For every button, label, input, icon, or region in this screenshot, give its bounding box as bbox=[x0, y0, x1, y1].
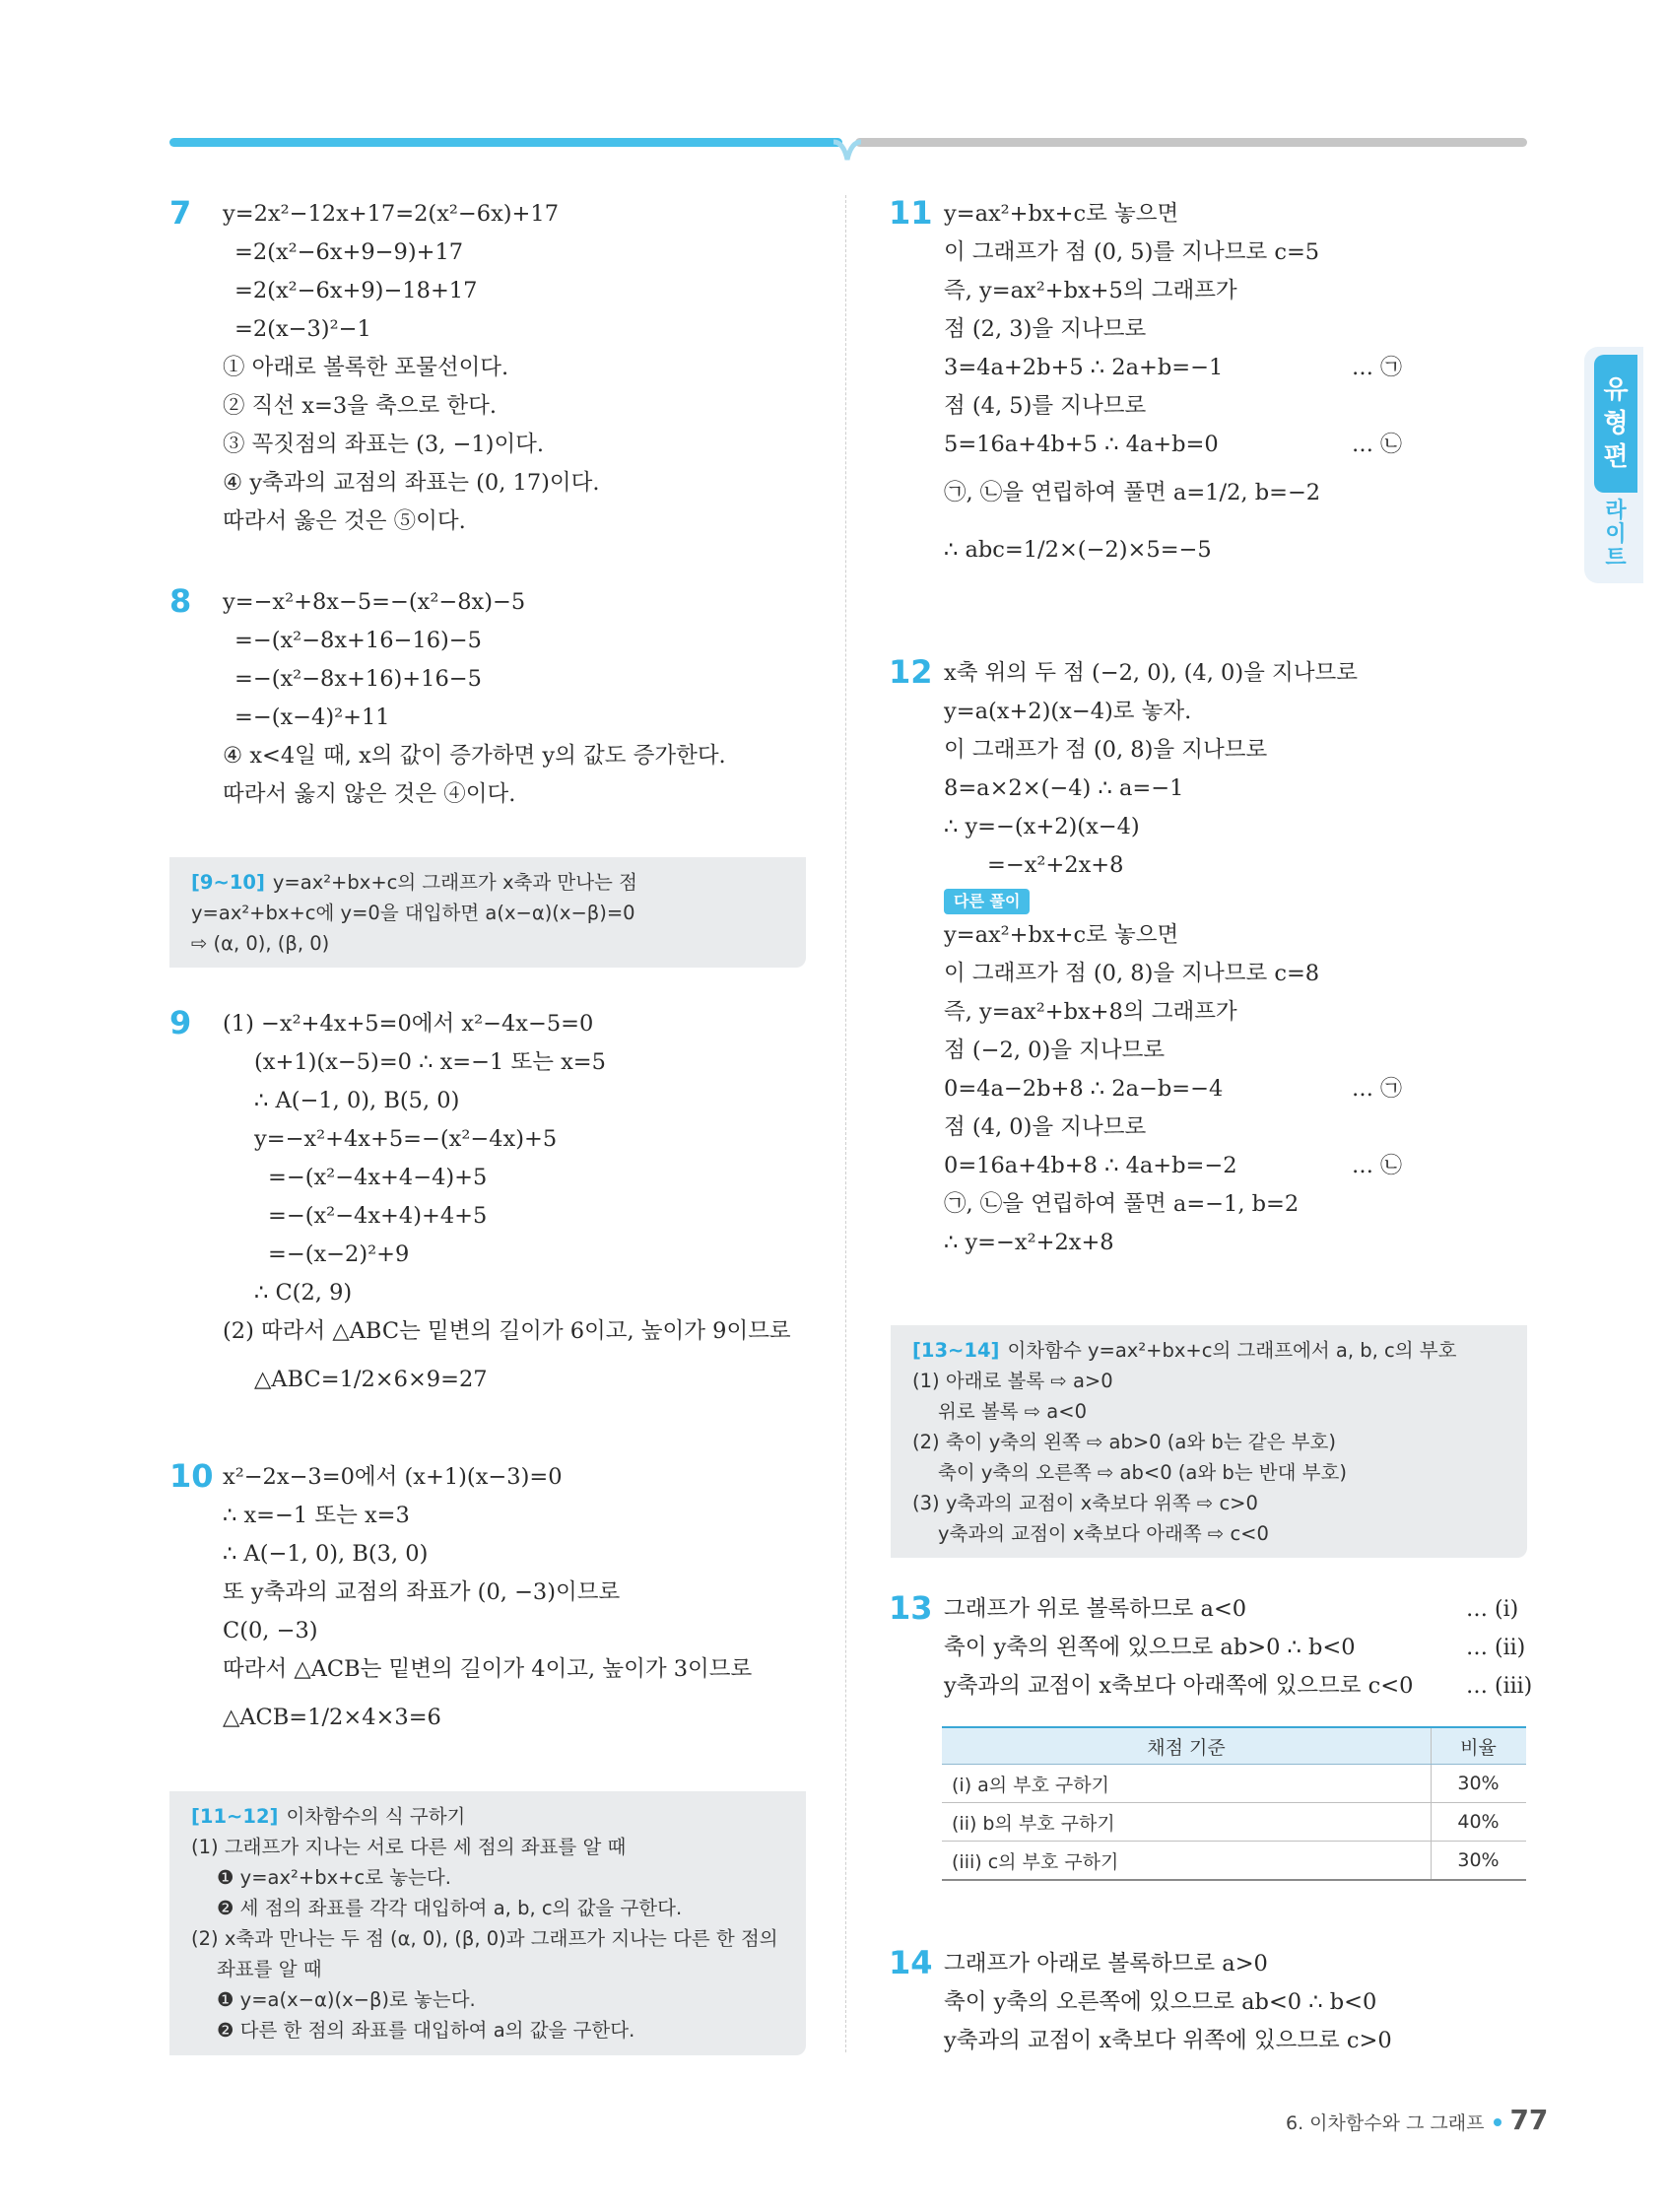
tip-title: y=ax²+bx+c의 그래프가 x축과 만나는 점 bbox=[272, 871, 637, 894]
problem-number: 7 bbox=[169, 194, 192, 232]
equation-text: 축이 y축의 왼쪽에 있으므로 ab>0 ∴ b<0 bbox=[944, 1635, 1356, 1660]
solution-line: 축이 y축의 오른쪽에 있으므로 ab<0 ∴ b<0 bbox=[944, 1989, 1377, 2015]
solution-line: y=ax²+bx+c로 놓으면 bbox=[944, 201, 1179, 227]
page-number: 77 bbox=[1509, 2104, 1549, 2136]
equation-text: 5=16a+4b+5 ∴ 4a+b=0 bbox=[944, 432, 1219, 457]
solution-line: =2(x²−6x+9−9)+17 bbox=[234, 239, 464, 265]
solution-line: (x+1)(x−5)=0 ∴ x=−1 또는 x=5 bbox=[254, 1049, 606, 1075]
problem-number: 13 bbox=[889, 1589, 933, 1627]
section-side-tab bbox=[1584, 347, 1643, 583]
solution-line: x축 위의 두 점 (−2, 0), (4, 0)을 지나므로 bbox=[944, 660, 1358, 686]
solution-line: y=ax²+bx+c로 놓으면 bbox=[944, 922, 1179, 948]
solution-line: =−(x−2)²+9 bbox=[268, 1241, 410, 1267]
solution-line bbox=[944, 349, 1525, 387]
solution-line: =−(x²−8x+16−16)−5 bbox=[234, 628, 482, 653]
tip-range: [9~10] bbox=[191, 871, 265, 894]
solution-line: =−(x²−4x+4−4)+5 bbox=[268, 1165, 488, 1190]
table-row bbox=[942, 1842, 1526, 1881]
solution-line: 점 (−2, 0)을 지나므로 bbox=[944, 1038, 1166, 1063]
header-bar-left bbox=[169, 138, 842, 147]
tip-line: ⇨ (α, 0), (β, 0) bbox=[191, 932, 330, 955]
side-tab-char: 라 bbox=[1605, 499, 1627, 523]
tip-line: ❷ 다른 한 점의 좌표를 대입하여 a의 값을 구한다. bbox=[217, 2019, 635, 2042]
ratio-cell: 40% bbox=[1432, 1803, 1527, 1842]
alt-solution-badge: 다른 풀이 bbox=[944, 889, 1030, 914]
tip-line: (2) 축이 y축의 왼쪽 ⇨ ab>0 (a와 b는 같은 부호) bbox=[912, 1431, 1336, 1453]
side-tab-char: 편 bbox=[1603, 442, 1629, 472]
solution-line: ∴ A(−1, 0), B(3, 0) bbox=[223, 1541, 429, 1567]
step-tag: … (ii) bbox=[1466, 1636, 1526, 1660]
header-notch bbox=[834, 138, 861, 164]
side-tab-char: 이 bbox=[1605, 522, 1627, 547]
header-bar-right bbox=[855, 138, 1527, 147]
solution-line: ∴ abc=1/2×(−2)×5=−5 bbox=[944, 537, 1212, 563]
solution-line: 점 (2, 3)을 지나므로 bbox=[944, 316, 1147, 342]
solution-line: 이 그래프가 점 (0, 8)을 지나므로 bbox=[944, 737, 1268, 763]
solution-line: y=−x²+8x−5=−(x²−8x)−5 bbox=[223, 589, 526, 615]
solution-line: y=−x²+4x+5=−(x²−4x)+5 bbox=[254, 1126, 558, 1152]
tip-line: y축과의 교점이 x축보다 아래쪽 ⇨ c<0 bbox=[938, 1522, 1269, 1545]
tip-range: [13~14] bbox=[912, 1339, 1000, 1362]
solution-line: ∴ x=−1 또는 x=3 bbox=[223, 1503, 410, 1528]
tip-line: (3) y축과의 교점이 x축보다 위쪽 ⇨ c>0 bbox=[912, 1492, 1258, 1514]
solution-line: ∴ y=−(x+2)(x−4) bbox=[944, 814, 1140, 839]
tip-line: 축이 y축의 오른쪽 ⇨ ab<0 (a와 b는 반대 부호) bbox=[938, 1461, 1347, 1484]
tip-line: (1) 그래프가 지나는 서로 다른 세 점의 좌표를 알 때 bbox=[191, 1836, 627, 1858]
solution-line: (1) −x²+4x+5=0에서 x²−4x−5=0 bbox=[223, 1011, 594, 1037]
bullet-dot-icon bbox=[1494, 2118, 1501, 2126]
circled-tag: … ㉡ bbox=[1352, 433, 1402, 457]
equation-text: 그래프가 위로 볼록하므로 a<0 bbox=[944, 1596, 1247, 1622]
solution-line: ㉠, ㉡을 연립하여 풀면 a=−1, b=2 bbox=[944, 1191, 1300, 1217]
equation-text: y축과의 교점이 x축보다 아래쪽에 있으므로 c<0 bbox=[944, 1673, 1414, 1699]
table-header-row bbox=[942, 1727, 1526, 1765]
header-criteria: 채점 기준 bbox=[942, 1727, 1432, 1765]
solution-line bbox=[944, 426, 1525, 464]
criteria-cell: (ii) b의 부호 구하기 bbox=[942, 1803, 1432, 1842]
solution-line: x²−2x−3=0에서 (x+1)(x−3)=0 bbox=[223, 1464, 563, 1490]
problem-number: 11 bbox=[889, 194, 933, 232]
solution-line: △ABC=1/2×6×9=27 bbox=[254, 1367, 488, 1392]
solution-line: 8=a×2×(−4) ∴ a=−1 bbox=[944, 775, 1184, 801]
chapter-title: 6. 이차함수와 그 그래프 bbox=[1286, 2112, 1485, 2134]
criteria-cell: (iii) c의 부호 구하기 bbox=[942, 1842, 1432, 1881]
circled-tag: … ㉠ bbox=[1352, 356, 1402, 380]
side-tab-sub bbox=[1594, 495, 1637, 575]
tip-box-11-12 bbox=[169, 1791, 806, 2055]
side-tab-char: 유 bbox=[1603, 375, 1629, 405]
alt-solution-label-row bbox=[944, 885, 1525, 916]
solution-line: ③ 꼭짓점의 좌표는 (3, −1)이다. bbox=[223, 432, 545, 457]
tip-line: 위로 볼록 ⇨ a<0 bbox=[938, 1400, 1087, 1423]
tip-line: (1) 아래로 볼록 ⇨ a>0 bbox=[912, 1370, 1113, 1392]
solution-line: ∴ C(2, 9) bbox=[254, 1280, 353, 1306]
solution-line: y=2x²−12x+17=2(x²−6x)+17 bbox=[223, 201, 560, 227]
solution-line: =−(x²−4x+4)+4+5 bbox=[268, 1203, 488, 1229]
solution-line: 즉, y=ax²+bx+5의 그래프가 bbox=[944, 278, 1237, 303]
table-row bbox=[942, 1765, 1526, 1803]
equation-text: 0=16a+4b+8 ∴ 4a+b=−2 bbox=[944, 1153, 1237, 1178]
tip-box-13-14 bbox=[891, 1325, 1527, 1558]
solution-line: =−x²+2x+8 bbox=[987, 852, 1124, 878]
tip-range: [11~12] bbox=[191, 1805, 279, 1828]
solution-line: y축과의 교점이 x축보다 위쪽에 있으므로 c>0 bbox=[944, 2028, 1392, 2053]
solution-line: =2(x²−6x+9)−18+17 bbox=[234, 278, 478, 303]
solution-line bbox=[944, 1629, 1525, 1667]
solution-line bbox=[944, 1070, 1525, 1108]
solution-line: ① 아래로 볼록한 포물선이다. bbox=[223, 355, 509, 380]
solution-line: ∴ y=−x²+2x+8 bbox=[944, 1230, 1114, 1255]
solution-line bbox=[944, 1667, 1533, 1706]
solution-line: 점 (4, 5)를 지나므로 bbox=[944, 393, 1147, 419]
scoring-table bbox=[942, 1726, 1526, 1881]
equation-text: 3=4a+2b+5 ∴ 2a+b=−1 bbox=[944, 355, 1224, 380]
solution-line: y=a(x+2)(x−4)로 놓자. bbox=[944, 699, 1192, 724]
problem-number: 12 bbox=[889, 653, 933, 691]
problem-number: 9 bbox=[169, 1004, 192, 1041]
solution-line: ② 직선 x=3을 축으로 한다. bbox=[223, 393, 497, 419]
solution-line: ④ x<4일 때, x의 값이 증가하면 y의 값도 증가한다. bbox=[223, 743, 726, 769]
ratio-cell: 30% bbox=[1432, 1842, 1527, 1881]
solution-line bbox=[944, 1590, 1525, 1629]
circled-tag: … ㉠ bbox=[1352, 1077, 1402, 1102]
solution-line: 즉, y=ax²+bx+8의 그래프가 bbox=[944, 999, 1237, 1025]
side-tab-char: 트 bbox=[1605, 546, 1627, 570]
table-row bbox=[942, 1803, 1526, 1842]
solution-line: 따라서 △ACB는 밑변의 길이가 4이고, 높이가 3이므로 bbox=[223, 1656, 753, 1682]
ratio-cell: 30% bbox=[1432, 1765, 1527, 1803]
solution-line: 그래프가 아래로 볼록하므로 a>0 bbox=[944, 1951, 1268, 1977]
solution-line: 따라서 옳은 것은 ⑤이다. bbox=[223, 508, 466, 534]
tip-line: (2) x축과 만나는 두 점 (α, 0), (β, 0)과 그래프가 지나는 다른 한 점의 bbox=[191, 1927, 778, 1950]
tip-title: 이차함수의 식 구하기 bbox=[286, 1805, 466, 1828]
page-footer bbox=[1286, 2104, 1549, 2136]
tip-box-9-10 bbox=[169, 857, 806, 968]
solution-line bbox=[944, 1147, 1525, 1185]
solution-line: =−(x²−8x+16)+16−5 bbox=[234, 666, 482, 692]
solution-line: 점 (4, 0)을 지나므로 bbox=[944, 1114, 1147, 1140]
solution-line: ㉠, ㉡을 연립하여 풀면 a=1/2, b=−2 bbox=[944, 480, 1321, 505]
step-tag: … (iii) bbox=[1466, 1674, 1533, 1699]
side-tab-main bbox=[1594, 355, 1637, 493]
tip-title: 이차함수 y=ax²+bx+c의 그래프에서 a, b, c의 부호 bbox=[1007, 1339, 1457, 1362]
solution-line: 따라서 옳지 않은 것은 ④이다. bbox=[223, 781, 516, 807]
solution-line: 이 그래프가 점 (0, 5)를 지나므로 c=5 bbox=[944, 239, 1320, 265]
problem-number: 10 bbox=[169, 1457, 214, 1495]
side-tab-char: 형 bbox=[1603, 409, 1629, 438]
header-ratio: 비율 bbox=[1432, 1727, 1527, 1765]
tip-line: ❷ 세 점의 좌표를 각각 대입하여 a, b, c의 값을 구한다. bbox=[217, 1897, 683, 1919]
tip-line: y=ax²+bx+c에 y=0을 대입하면 a(x−α)(x−β)=0 bbox=[191, 902, 635, 924]
solution-line: 이 그래프가 점 (0, 8)을 지나므로 c=8 bbox=[944, 961, 1320, 986]
solution-line: =2(x−3)²−1 bbox=[234, 316, 371, 342]
problem-number: 8 bbox=[169, 582, 192, 620]
tip-line: 좌표를 알 때 bbox=[217, 1958, 322, 1980]
solution-line: (2) 따라서 △ABC는 밑변의 길이가 6이고, 높이가 9이므로 bbox=[223, 1318, 791, 1344]
tip-line: ❶ y=a(x−α)(x−β)로 놓는다. bbox=[217, 1988, 476, 2011]
solution-line: C(0, −3) bbox=[223, 1618, 318, 1643]
solution-line: 또 y축과의 교점의 좌표가 (0, −3)이므로 bbox=[223, 1579, 621, 1605]
solution-line: ④ y축과의 교점의 좌표는 (0, 17)이다. bbox=[223, 470, 600, 496]
problem-number: 14 bbox=[889, 1944, 933, 1981]
solution-line: ∴ A(−1, 0), B(5, 0) bbox=[254, 1088, 460, 1113]
equation-text: 0=4a−2b+8 ∴ 2a−b=−4 bbox=[944, 1076, 1224, 1102]
step-tag: … (i) bbox=[1466, 1597, 1519, 1622]
solution-line: =−(x−4)²+11 bbox=[234, 704, 390, 730]
criteria-cell: (i) a의 부호 구하기 bbox=[942, 1765, 1432, 1803]
circled-tag: … ㉡ bbox=[1352, 1154, 1402, 1178]
solution-line: △ACB=1/2×4×3=6 bbox=[223, 1705, 441, 1730]
tip-line: ❶ y=ax²+bx+c로 놓는다. bbox=[217, 1866, 451, 1889]
